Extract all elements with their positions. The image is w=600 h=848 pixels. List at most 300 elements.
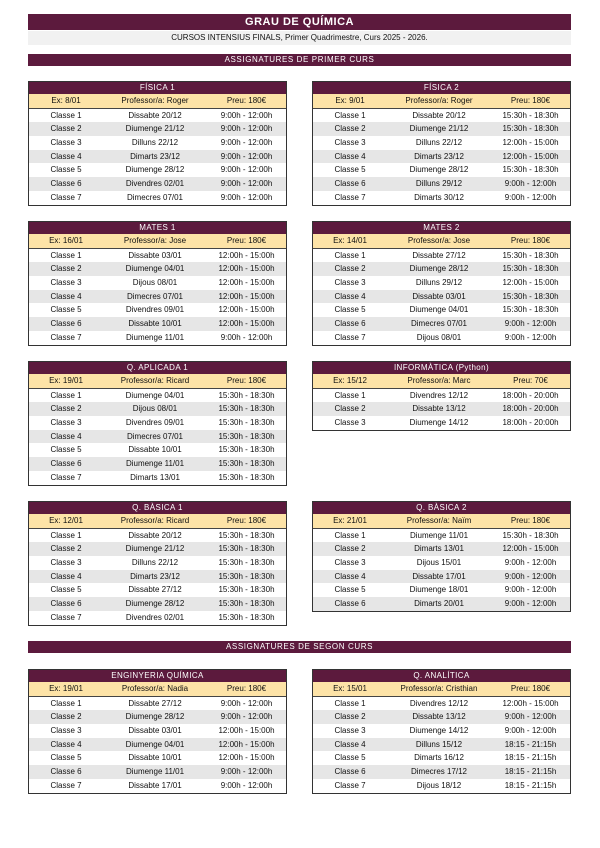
class-date: Diumenge 14/12: [409, 726, 469, 736]
course-info-row: [313, 234, 570, 249]
class-number: Classe 7: [50, 192, 82, 202]
class-date: Dilluns 22/12: [131, 138, 179, 148]
class-time: 9:00h - 12:00h: [220, 179, 273, 189]
class-row: [29, 177, 286, 191]
class-row: [313, 583, 570, 597]
class-number: Classe 3: [50, 558, 82, 568]
teacher-name: Professor/a: Jose: [407, 236, 471, 245]
class-time: 9:00h - 12:00h: [220, 110, 273, 120]
class-number: Classe 2: [334, 544, 366, 554]
class-date: Dimecres 17/12: [410, 767, 468, 777]
class-time: 9:00h - 12:00h: [220, 124, 273, 134]
class-row: [313, 290, 570, 304]
class-date: Dijous 18/12: [416, 780, 462, 790]
class-number: Classe 3: [334, 726, 366, 736]
class-date: Diumenge 28/12: [409, 165, 469, 175]
class-number: Classe 4: [334, 151, 366, 161]
class-time: 9:00h - 12:00h: [504, 571, 557, 581]
class-time: 9:00h - 12:00h: [504, 712, 557, 722]
class-number: Classe 1: [50, 110, 82, 120]
class-row: [29, 150, 286, 164]
class-date: Dissabte 03/01: [128, 250, 182, 260]
class-number: Classe 6: [334, 767, 366, 777]
class-number: Classe 7: [334, 780, 366, 790]
class-row: [313, 177, 570, 191]
course-card-fisica-2: [312, 81, 571, 206]
exam-date: Ex: 15/12: [333, 376, 367, 385]
class-time: 15:30h - 18:30h: [218, 472, 275, 482]
class-date: Dissabte 17/01: [412, 571, 466, 581]
class-time: 15:30h - 18:30h: [502, 291, 559, 301]
class-date: Diumenge 04/01: [409, 305, 469, 315]
class-date: Dissabte 20/12: [128, 110, 182, 120]
class-row: [313, 416, 570, 430]
course-card-mates-1: [28, 221, 287, 346]
class-date: Diumenge 14/12: [409, 418, 469, 428]
class-date: Dimecres 07/01: [410, 319, 468, 329]
class-date: Dilluns 22/12: [415, 138, 463, 148]
class-row: [313, 262, 570, 276]
class-number: Classe 3: [334, 558, 366, 568]
class-time: 12:00h - 15:00h: [218, 278, 275, 288]
class-number: Classe 2: [334, 124, 366, 134]
class-time: 9:00h - 12:00h: [220, 767, 273, 777]
class-number: Classe 6: [334, 319, 366, 329]
course-info-row: [29, 234, 286, 249]
teacher-name: Professor/a: Roger: [405, 96, 473, 105]
class-date: Dissabte 27/12: [412, 250, 466, 260]
class-number: Classe 3: [50, 726, 82, 736]
class-number: Classe 6: [50, 179, 82, 189]
exam-date: Ex: 16/01: [49, 236, 83, 245]
course-name: Q. BÀSICA 2: [313, 502, 570, 514]
class-number: Classe 2: [50, 712, 82, 722]
class-date: Divendres 02/01: [125, 612, 185, 622]
class-number: Classe 3: [334, 138, 366, 148]
class-row: [313, 402, 570, 416]
class-row: [313, 738, 570, 752]
class-date: Dimecres 07/01: [126, 192, 184, 202]
class-number: Classe 1: [334, 698, 366, 708]
class-number: Classe 5: [50, 753, 82, 763]
class-date: Dilluns 29/12: [415, 278, 463, 288]
class-date: Diumenge 04/01: [125, 264, 185, 274]
course-info-row: [29, 94, 286, 109]
class-time: 15:30h - 18:30h: [218, 404, 275, 414]
class-row: [313, 331, 570, 345]
class-date: Dissabte 03/01: [128, 726, 182, 736]
class-date: Divendres 09/01: [125, 305, 185, 315]
exam-date: Ex: 9/01: [335, 96, 365, 105]
class-time: 15:30h - 18:30h: [502, 110, 559, 120]
class-date: Dilluns 22/12: [131, 558, 179, 568]
class-row: [313, 570, 570, 584]
exam-date: Ex: 15/01: [333, 684, 367, 693]
class-date: Diumenge 11/01: [125, 332, 185, 342]
class-number: Classe 5: [334, 753, 366, 763]
class-row: [29, 597, 286, 611]
class-time: 15:30h - 18:30h: [218, 585, 275, 595]
class-number: Classe 4: [334, 571, 366, 581]
course-info-row: [313, 94, 570, 109]
class-number: Classe 7: [50, 780, 82, 790]
class-time: 12:00h - 15:00h: [218, 250, 275, 260]
class-date: Dissabte 10/01: [128, 753, 182, 763]
class-date: Dijous 08/01: [132, 404, 178, 414]
course-name: MATES 2: [313, 222, 570, 234]
class-row: [29, 402, 286, 416]
class-number: Classe 6: [50, 319, 82, 329]
class-number: Classe 7: [50, 332, 82, 342]
class-time: 15:30h - 18:30h: [218, 530, 275, 540]
course-info-row: [313, 514, 570, 529]
class-date: Diumenge 11/01: [125, 767, 185, 777]
class-row: [29, 471, 286, 485]
class-time: 15:30h - 18:30h: [218, 431, 275, 441]
exam-date: Ex: 21/01: [333, 516, 367, 525]
class-number: Classe 2: [334, 264, 366, 274]
class-number: Classe 4: [50, 291, 82, 301]
class-time: 9:00h - 12:00h: [220, 138, 273, 148]
class-number: Classe 7: [50, 472, 82, 482]
course-info-row: [29, 682, 286, 697]
class-date: Dimarts 16/12: [414, 753, 464, 763]
class-time: 9:00h - 12:00h: [504, 558, 557, 568]
class-row: [29, 556, 286, 570]
class-number: Classe 4: [50, 571, 82, 581]
course-name: ENGINYERIA QUÍMICA: [29, 670, 286, 682]
course-card-informatica-python: [312, 361, 571, 431]
class-row: [29, 416, 286, 430]
class-row: [29, 724, 286, 738]
class-number: Classe 5: [50, 165, 82, 175]
class-time: 15:30h - 18:30h: [218, 558, 275, 568]
class-time: 12:00h - 15:00h: [502, 151, 559, 161]
class-row: [313, 765, 570, 779]
class-time: 15:30h - 18:30h: [502, 305, 559, 315]
course-name: MATES 1: [29, 222, 286, 234]
class-date: Diumenge 21/12: [409, 124, 469, 134]
class-time: 12:00h - 15:00h: [218, 264, 275, 274]
class-row: [29, 779, 286, 793]
class-time: 15:30h - 18:30h: [502, 165, 559, 175]
class-date: Dilluns 15/12: [415, 739, 463, 749]
class-date: Divendres 02/01: [125, 179, 185, 189]
class-row: [313, 136, 570, 150]
price: Preu: 180€: [510, 684, 551, 693]
class-row: [29, 765, 286, 779]
course-card-fisica-1: [28, 81, 287, 206]
class-row: [29, 290, 286, 304]
class-time: 12:00h - 15:00h: [218, 726, 275, 736]
class-date: Divendres 12/12: [409, 390, 469, 400]
course-name: Q. ANALÍTICA: [313, 670, 570, 682]
teacher-name: Professor/a: Nadia: [121, 684, 189, 693]
class-time: 9:00h - 12:00h: [504, 332, 557, 342]
class-number: Classe 4: [50, 431, 82, 441]
class-number: Classe 2: [50, 124, 82, 134]
course-name: FÍSICA 1: [29, 82, 286, 94]
class-time: 9:00h - 12:00h: [504, 179, 557, 189]
class-number: Classe 4: [334, 291, 366, 301]
class-date: Dimarts 23/12: [414, 151, 464, 161]
class-row: [313, 389, 570, 403]
class-time: 15:30h - 18:30h: [502, 250, 559, 260]
course-name: INFORMÀTICA (Python): [313, 362, 570, 374]
course-card-q-analitica: [312, 669, 571, 794]
price: Preu: 70€: [513, 376, 548, 385]
class-time: 9:00h - 12:00h: [220, 151, 273, 161]
class-time: 12:00h - 15:00h: [218, 739, 275, 749]
class-date: Dissabte 03/01: [412, 291, 466, 301]
class-date: Diumenge 21/12: [125, 544, 185, 554]
class-row: [29, 136, 286, 150]
class-row: [29, 276, 286, 290]
class-date: Dissabte 20/12: [128, 530, 182, 540]
class-time: 9:00h - 12:00h: [220, 192, 273, 202]
class-row: [313, 150, 570, 164]
class-row: [29, 697, 286, 711]
class-row: [313, 597, 570, 611]
class-time: 18:00h - 20:00h: [502, 390, 559, 400]
class-number: Classe 5: [50, 585, 82, 595]
class-date: Dissabte 13/12: [412, 712, 466, 722]
class-number: Classe 5: [334, 305, 366, 315]
class-number: Classe 1: [334, 250, 366, 260]
class-number: Classe 1: [50, 250, 82, 260]
class-time: 12:00h - 15:00h: [218, 319, 275, 329]
class-number: Classe 4: [50, 151, 82, 161]
class-date: Dissabte 27/12: [128, 585, 182, 595]
class-time: 18:15 - 21:15h: [504, 780, 557, 790]
class-number: Classe 4: [50, 739, 82, 749]
class-time: 15:30h - 18:30h: [218, 390, 275, 400]
class-row: [29, 457, 286, 471]
class-time: 18:00h - 20:00h: [502, 418, 559, 428]
class-date: Dimarts 13/01: [414, 544, 464, 554]
price: Preu: 180€: [226, 376, 267, 385]
class-date: Diumenge 18/01: [409, 585, 469, 595]
class-row: [29, 738, 286, 752]
class-number: Classe 1: [334, 390, 366, 400]
class-number: Classe 2: [50, 404, 82, 414]
class-number: Classe 6: [334, 179, 366, 189]
class-row: [313, 122, 570, 136]
class-time: 15:30h - 18:30h: [502, 264, 559, 274]
class-number: Classe 1: [334, 110, 366, 120]
class-number: Classe 3: [50, 418, 82, 428]
class-time: 15:30h - 18:30h: [502, 530, 559, 540]
class-number: Classe 2: [334, 712, 366, 722]
class-row: [313, 779, 570, 793]
class-date: Dimarts 23/12: [130, 151, 180, 161]
page-subtitle: CURSOS INTENSIUS FINALS, Primer Quadrimestre, Curs 2025 - 2026.: [28, 31, 571, 45]
class-time: 9:00h - 12:00h: [504, 319, 557, 329]
class-number: Classe 6: [50, 459, 82, 469]
class-number: Classe 4: [334, 739, 366, 749]
exam-date: Ex: 19/01: [49, 684, 83, 693]
class-time: 15:30h - 18:30h: [218, 599, 275, 609]
class-row: [313, 724, 570, 738]
class-number: Classe 3: [50, 278, 82, 288]
class-date: Dijous 08/01: [132, 278, 178, 288]
class-date: Dimarts 30/12: [414, 192, 464, 202]
class-row: [313, 317, 570, 331]
price: Preu: 180€: [510, 96, 551, 105]
class-number: Classe 3: [334, 278, 366, 288]
class-time: 15:30h - 18:30h: [218, 544, 275, 554]
class-date: Diumenge 21/12: [125, 124, 185, 134]
course-card-q-basica-2: [312, 501, 571, 612]
class-number: Classe 2: [50, 264, 82, 274]
price: Preu: 180€: [226, 516, 267, 525]
class-date: Dissabte 17/01: [128, 780, 182, 790]
class-row: [313, 109, 570, 123]
price: Preu: 180€: [226, 96, 267, 105]
class-row: [313, 542, 570, 556]
course-info-row: [313, 682, 570, 697]
class-time: 12:00h - 15:00h: [502, 698, 559, 708]
class-date: Diumenge 11/01: [125, 459, 185, 469]
course-info-row: [29, 374, 286, 389]
class-time: 15:30h - 18:30h: [218, 612, 275, 622]
class-time: 18:15 - 21:15h: [504, 739, 557, 749]
exam-date: Ex: 19/01: [49, 376, 83, 385]
class-time: 9:00h - 12:00h: [504, 599, 557, 609]
class-row: [29, 710, 286, 724]
course-name: Q. APLICADA 1: [29, 362, 286, 374]
class-row: [313, 529, 570, 543]
exam-date: Ex: 14/01: [333, 236, 367, 245]
price: Preu: 180€: [226, 236, 267, 245]
class-row: [29, 583, 286, 597]
class-date: Dimarts 13/01: [130, 472, 180, 482]
class-time: 18:15 - 21:15h: [504, 753, 557, 763]
class-row: [29, 389, 286, 403]
class-time: 18:00h - 20:00h: [502, 404, 559, 414]
class-time: 12:00h - 15:00h: [218, 305, 275, 315]
class-date: Dimecres 07/01: [126, 431, 184, 441]
course-name: Q. BÀSICA 1: [29, 502, 286, 514]
class-time: 9:00h - 12:00h: [220, 698, 273, 708]
class-number: Classe 1: [50, 390, 82, 400]
class-time: 18:15 - 21:15h: [504, 767, 557, 777]
course-card-mates-2: [312, 221, 571, 346]
class-date: Dissabte 10/01: [128, 319, 182, 329]
class-number: Classe 3: [50, 138, 82, 148]
class-row: [313, 191, 570, 205]
class-time: 9:00h - 12:00h: [220, 332, 273, 342]
page-title: GRAU DE QUÍMICA: [28, 14, 571, 30]
exam-date: Ex: 8/01: [51, 96, 81, 105]
class-date: Diumenge 28/12: [409, 264, 469, 274]
class-time: 15:30h - 18:30h: [218, 571, 275, 581]
class-row: [29, 331, 286, 345]
class-row: [29, 751, 286, 765]
price: Preu: 180€: [510, 236, 551, 245]
class-date: Diumenge 11/01: [409, 530, 469, 540]
class-number: Classe 1: [334, 530, 366, 540]
class-date: Dijous 08/01: [416, 332, 462, 342]
class-row: [29, 163, 286, 177]
class-time: 15:30h - 18:30h: [218, 418, 275, 428]
class-row: [313, 163, 570, 177]
class-number: Classe 2: [50, 544, 82, 554]
class-number: Classe 6: [50, 767, 82, 777]
class-date: Dissabte 20/12: [412, 110, 466, 120]
class-date: Dilluns 29/12: [415, 179, 463, 189]
class-date: Dimarts 23/12: [130, 571, 180, 581]
teacher-name: Professor/a: Ricard: [120, 516, 190, 525]
class-row: [29, 430, 286, 444]
class-row: [29, 443, 286, 457]
class-date: Dissabte 10/01: [128, 445, 182, 455]
class-time: 12:00h - 15:00h: [502, 138, 559, 148]
class-time: 9:00h - 12:00h: [504, 192, 557, 202]
class-time: 12:00h - 15:00h: [218, 753, 275, 763]
class-date: Diumenge 04/01: [125, 739, 185, 749]
class-date: Diumenge 28/12: [125, 712, 185, 722]
class-row: [29, 542, 286, 556]
class-time: 9:00h - 12:00h: [504, 726, 557, 736]
teacher-name: Professor/a: Jose: [123, 236, 187, 245]
class-row: [29, 191, 286, 205]
class-row: [313, 303, 570, 317]
class-number: Classe 2: [334, 404, 366, 414]
class-time: 15:30h - 18:30h: [218, 459, 275, 469]
class-number: Classe 3: [334, 418, 366, 428]
class-row: [313, 249, 570, 263]
course-card-q-aplicada-1: [28, 361, 287, 486]
class-number: Classe 7: [50, 612, 82, 622]
teacher-name: Professor/a: Ricard: [120, 376, 190, 385]
class-date: Dimecres 07/01: [126, 291, 184, 301]
class-row: [29, 317, 286, 331]
class-row: [29, 262, 286, 276]
class-row: [29, 611, 286, 625]
course-card-enginyeria-quimica: [28, 669, 287, 794]
class-time: 12:00h - 15:00h: [218, 291, 275, 301]
class-date: Divendres 12/12: [409, 698, 469, 708]
class-number: Classe 1: [50, 698, 82, 708]
class-number: Classe 7: [334, 332, 366, 342]
price: Preu: 180€: [226, 684, 267, 693]
class-time: 12:00h - 15:00h: [502, 278, 559, 288]
class-number: Classe 5: [50, 445, 82, 455]
class-date: Divendres 09/01: [125, 418, 185, 428]
class-date: Dissabte 27/12: [128, 698, 182, 708]
class-number: Classe 6: [50, 599, 82, 609]
course-card-q-basica-1: [28, 501, 287, 626]
teacher-name: Professor/a: Naïm: [406, 516, 472, 525]
section-first-year: ASSIGNATURES DE PRIMER CURS: [28, 54, 571, 66]
class-date: Dimarts 20/01: [414, 599, 464, 609]
class-row: [29, 122, 286, 136]
course-info-row: [29, 514, 286, 529]
class-row: [313, 751, 570, 765]
class-date: Diumenge 28/12: [125, 165, 185, 175]
class-row: [29, 249, 286, 263]
class-date: Diumenge 28/12: [125, 599, 185, 609]
class-number: Classe 7: [334, 192, 366, 202]
exam-date: Ex: 12/01: [49, 516, 83, 525]
class-row: [29, 570, 286, 584]
class-number: Classe 1: [50, 530, 82, 540]
course-info-row: [313, 374, 570, 389]
teacher-name: Professor/a: Cristhian: [400, 684, 478, 693]
class-row: [313, 697, 570, 711]
class-row: [29, 303, 286, 317]
